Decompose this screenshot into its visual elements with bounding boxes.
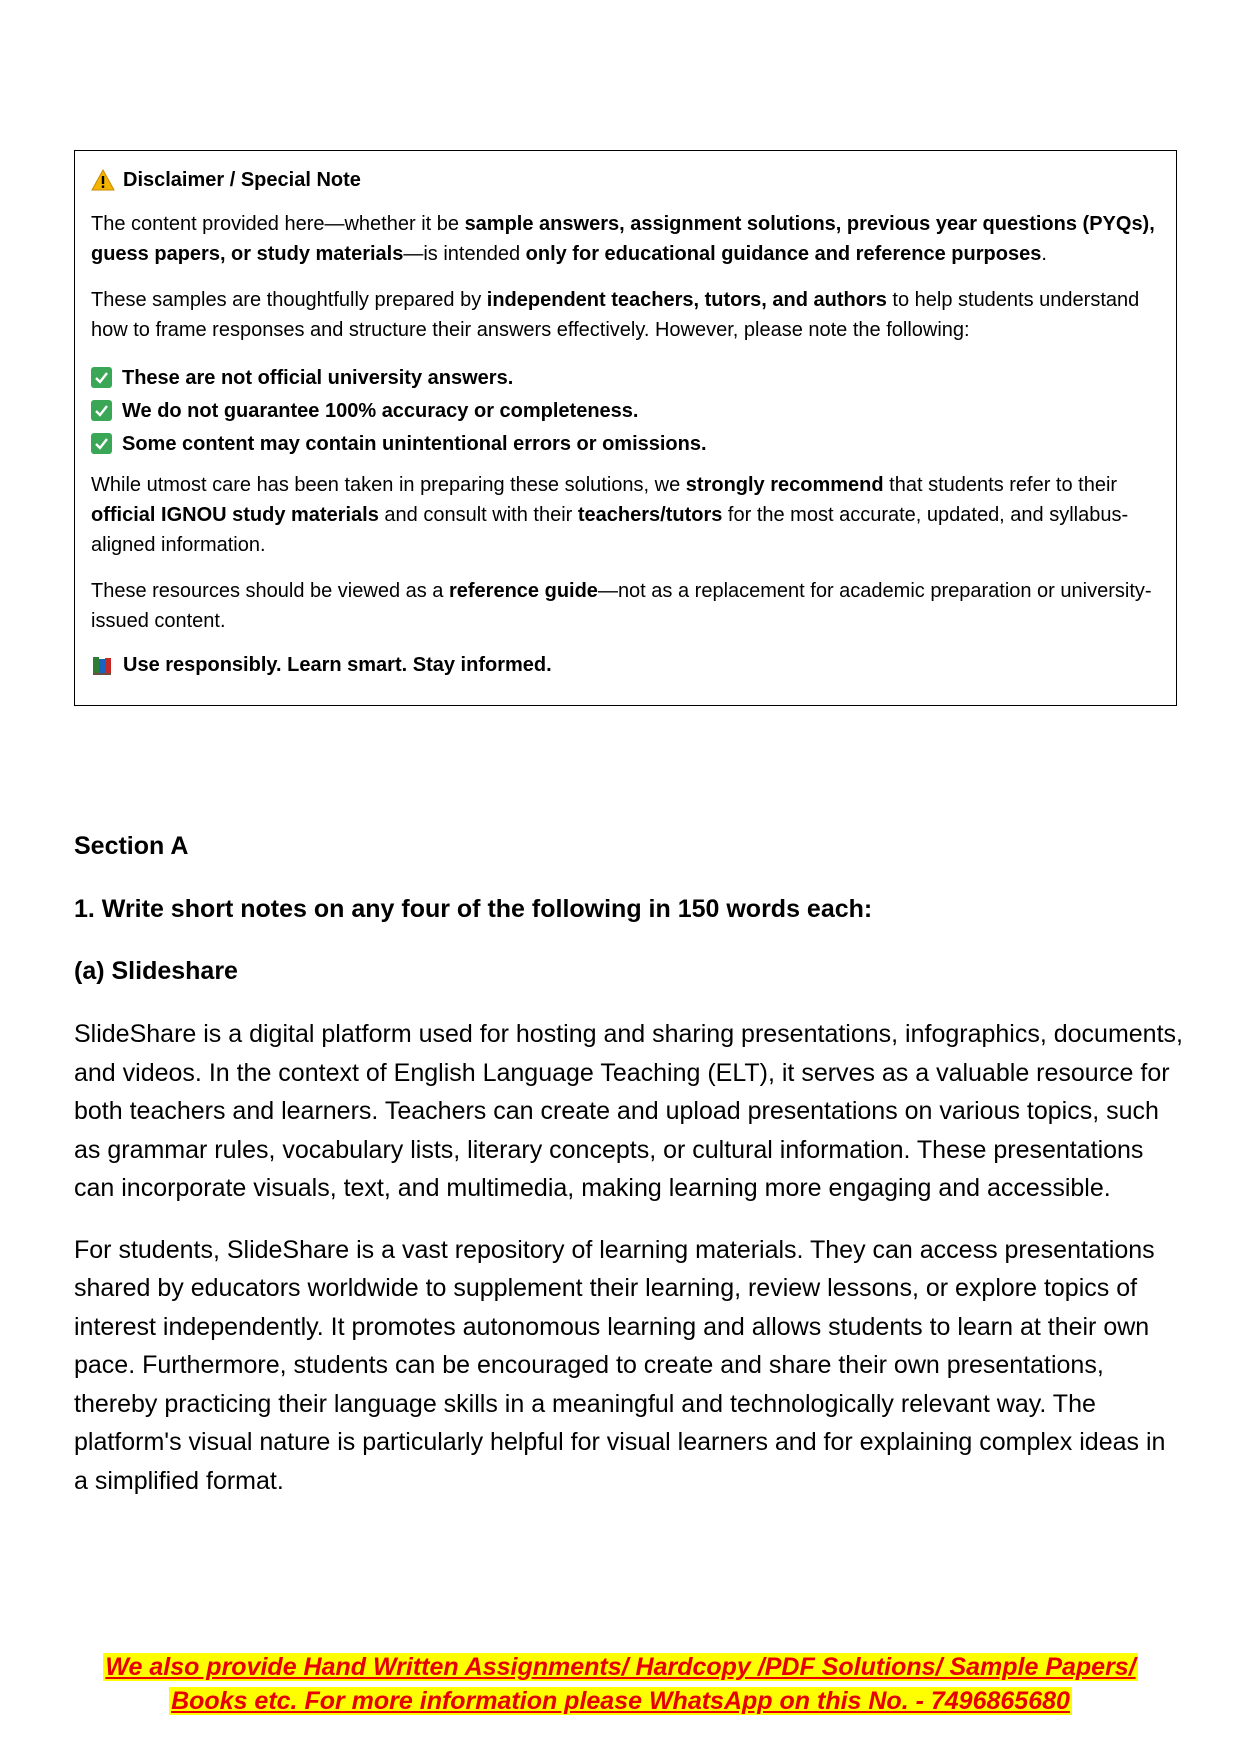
body-paragraph-1: SlideShare is a digital platform used for hosting and sharing presentations, infographics, documents, and videos. In the context of English Language Teaching (ELT), it serves as a valuable resource for both teachers and learners. Teachers can create and upload presentations on various topics, such as grammar rules, vocabulary lists, literary concepts, or cultural information. These presentations can incorporate visuals, text, and multimedia, making learning more engaging and accessible. bbox=[74, 1020, 1183, 1202]
bold-run: official IGNOU study materials bbox=[91, 504, 379, 526]
disclaimer-paragraph-2 bbox=[91, 285, 1160, 345]
promo-banner bbox=[0, 1650, 1241, 1718]
disclaimer-paragraph-4 bbox=[91, 576, 1160, 636]
check-item bbox=[91, 427, 1160, 460]
check-icon bbox=[91, 433, 112, 454]
bold-run: only for educational guidance and reference purposes bbox=[525, 243, 1042, 265]
check-icon bbox=[91, 400, 112, 421]
bold-run: reference guide bbox=[448, 580, 598, 602]
text-run: While utmost care has been taken in preparing these solutions, we bbox=[91, 474, 686, 496]
bold-run: teachers/tutors bbox=[577, 504, 723, 526]
disclaimer-paragraph-1 bbox=[91, 209, 1160, 269]
text-run: to help students understand how to frame responses and structure their answers effectively. However, please note the following: bbox=[91, 289, 1140, 341]
text-run: that students refer to their bbox=[883, 474, 1118, 496]
question-heading: 1. Write short notes on any four of the following in 150 words each: bbox=[74, 895, 873, 923]
bold-run: independent teachers, tutors, and authors bbox=[486, 289, 887, 311]
text-run: The content provided here—whether it be bbox=[91, 213, 465, 235]
check-item-text: Some content may contain unintentional errors or omissions. bbox=[122, 432, 707, 455]
check-icon bbox=[91, 367, 112, 388]
text-run: —not as a replacement for academic preparation or university-issued content. bbox=[91, 580, 1152, 632]
text-run: for the most accurate, updated, and syllabus-aligned information. bbox=[91, 504, 1129, 556]
body-paragraph-2: For students, SlideShare is a vast repository of learning materials. They can access presentations shared by educators worldwide to supplement their learning, review lessons, or explore topics of interest independently. It promotes autonomous learning and allows students to learn at their own pace. Furthermore, students can be encouraged to create and share their own presentations, thereby practicing their language skills in a meaningful and technologically relevant way. The platform's visual nature is particularly helpful for visual learners and for explaining complex ideas in a simplified format. bbox=[74, 1235, 1166, 1495]
disclaimer-check-list bbox=[91, 361, 1160, 460]
disclaimer-box bbox=[74, 150, 1177, 706]
disclaimer-footer bbox=[91, 650, 1160, 680]
check-item-text: These are not official university answers. bbox=[122, 366, 514, 389]
disclaimer-footer-text: Use responsibly. Learn smart. Stay informed. bbox=[123, 654, 552, 676]
text-run: —is intended bbox=[403, 243, 526, 265]
text-run: . bbox=[1041, 243, 1047, 265]
subheading: (a) Slideshare bbox=[74, 957, 238, 985]
warning-icon bbox=[91, 169, 115, 191]
text-run: These resources should be viewed as a bbox=[91, 580, 449, 602]
text-run: These samples are thoughtfully prepared by bbox=[91, 289, 487, 311]
check-item bbox=[91, 361, 1160, 394]
bold-run: sample answers, assignment solutions, previous year questions (PYQs), guess papers, or study materials bbox=[91, 213, 1155, 265]
books-icon bbox=[91, 654, 113, 676]
promo-line-2: Books etc. For more information please WhatsApp on this No. - 7496865680 bbox=[171, 1687, 1070, 1715]
section-heading: Section A bbox=[74, 832, 189, 860]
disclaimer-title-text: Disclaimer / Special Note bbox=[123, 169, 361, 191]
check-item-text: We do not guarantee 100% accuracy or completeness. bbox=[122, 399, 639, 422]
disclaimer-paragraph-3 bbox=[91, 470, 1160, 560]
text-run: and consult with their bbox=[378, 504, 578, 526]
main-content bbox=[74, 829, 1184, 1523]
check-item bbox=[91, 394, 1160, 427]
bold-run: strongly recommend bbox=[685, 474, 884, 496]
promo-line-1: We also provide Hand Written Assignments/ Hardcopy /PDF Solutions/ Sample Papers/ bbox=[105, 1653, 1136, 1681]
disclaimer-title bbox=[91, 165, 1160, 195]
